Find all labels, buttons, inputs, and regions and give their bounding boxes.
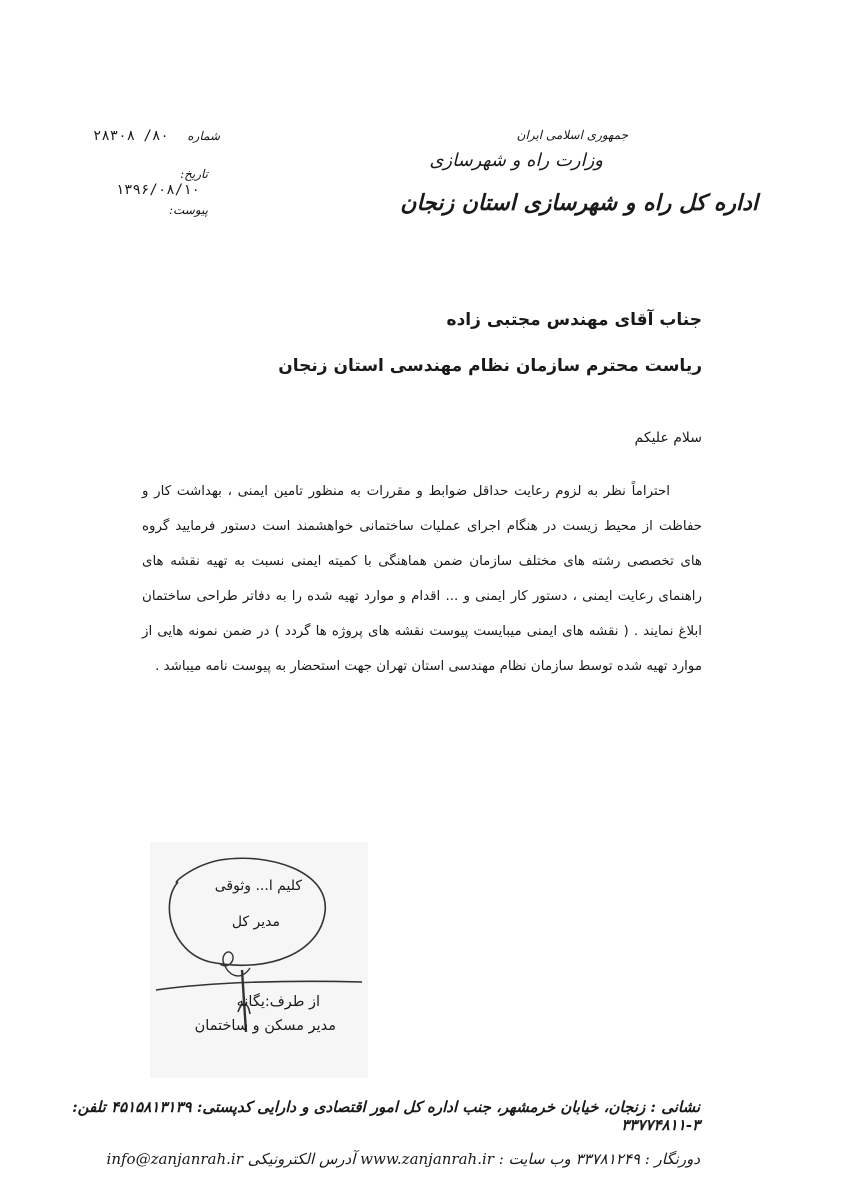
attachment-label: پیوست: (168, 203, 208, 217)
fax-number: ۳۳۷۸۱۲۴۹ (575, 1150, 640, 1168)
addressee-title: ریاست محترم سازمان نظام مهندسی استان زنجان (278, 356, 702, 376)
addressee-name: جناب آقای مهندس مجتبی زاده (446, 310, 702, 330)
website-label: وب سایت : (498, 1150, 571, 1168)
footer-address: نشانی : زنجان، خیابان خرمشهر، جنب اداره کل امور اقتصادی و دارایی کدپستی: ۴۵۱۵۸۱۳۱۳۹ تلفن: ۳-۳۳۷۷۴۸۱۱ (72, 1098, 700, 1134)
letter-date-row (96, 166, 208, 198)
website-link[interactable]: www.zanjanrah.ir (360, 1150, 494, 1168)
attachment-row (160, 202, 208, 218)
signature-block (150, 842, 368, 1078)
body-paragraph: احتراماً نظر به لزوم رعایت حداقل ضوابط و مقررات به منظور تامین ایمنی ، بهداشت کار و حفاظت از محیط زیست در هنگام اجرای عملیات ساختمانی خواهشمند است دستور فرمایید گروه های تخصصی رشته های مختلف سازمان ضمن هماهنگی با کمیته ایمنی نسبت به تهیه نقشه های راهنمای رعایت ایمنی ، دستور کار ایمنی و ... اقدام و موارد تهیه شده را به دفاتر طراحی ساختمان ابلاغ نمایند . ( نقشه های ایمنی میبایست پیوست نقشه های پروژه ها گردد ) در ضمن نمونه هایی از موارد تهیه شده توسط سازمان نظام مهندسی استان تهران جهت استحضار به پیوست نامه میباشد . (142, 484, 702, 674)
on-behalf-position: مدیر مسکن و ساختمان (194, 1018, 336, 1034)
number-value: ۸۰/ ۲۸۳۰۸ (92, 128, 169, 144)
ministry-title: وزارت راه و شهرسازی (429, 150, 603, 171)
fax-label: دورنگار : (644, 1150, 700, 1168)
office-title: اداره کل راه و شهرسازی استان زنجان (400, 190, 758, 216)
republic-title: جمهوری اسلامی ایران (516, 128, 628, 142)
footer-contact (107, 1150, 700, 1168)
date-label: تاریخ: (180, 167, 208, 181)
date-value: ۱۳۹۶/۰۸/۱۰ (115, 182, 200, 198)
email-label: آدرس الکترونیکی (247, 1150, 356, 1168)
letter-number-row (60, 128, 220, 144)
number-label: شماره (187, 129, 220, 143)
letter-body (142, 474, 702, 684)
greeting: سلام علیکم (634, 430, 702, 446)
signer-position: مدیر کل (231, 914, 280, 930)
signer-name: کلیم ا... وثوقی (214, 878, 302, 894)
on-behalf-name: از طرف:یگانه (236, 994, 320, 1010)
email-link[interactable]: info@zanjanrah.ir (106, 1150, 243, 1168)
